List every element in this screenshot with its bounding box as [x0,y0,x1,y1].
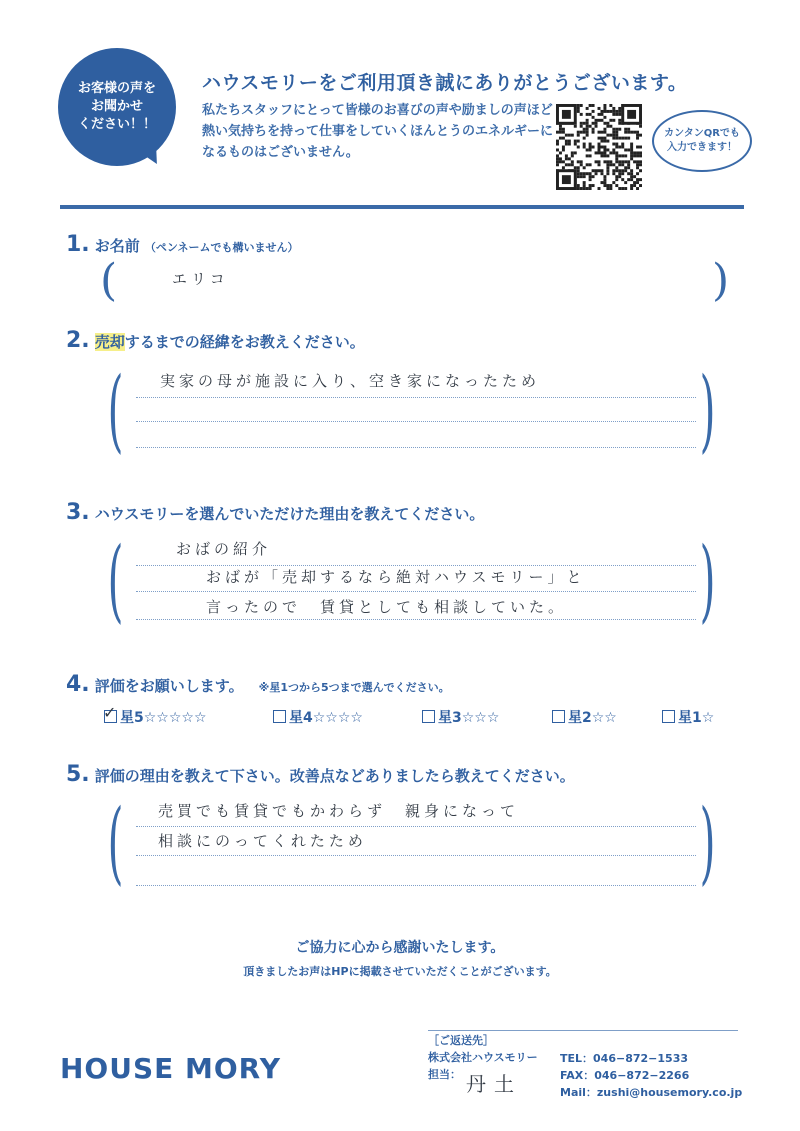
bubble-line: お客様の声を [77,81,156,96]
qr-note-line: 入力できます！ [667,142,737,153]
rating-label: 星5☆☆☆☆☆ [120,710,207,726]
thanks-message: ご協力に心から感謝いたします。 [295,940,505,956]
question-label: お名前 [94,237,140,255]
close-paren: ) [699,790,716,895]
checkbox[interactable] [662,710,675,723]
answer-line [136,885,696,886]
rating-option-5[interactable] [103,703,207,727]
return-label: ［ご返送先］ [428,1034,494,1047]
rating-option-4[interactable] [273,707,363,727]
question-number: 5. [66,762,90,787]
house-mory-logo: HOUSE MORY [60,1052,281,1085]
close-paren: ) [699,528,716,633]
checkbox[interactable] [422,710,435,723]
check-mark: ✓ [103,703,117,722]
checkbox[interactable] [103,703,117,723]
fax-number: FAX：046−872−2266 [560,1069,690,1082]
tel-number: TEL：046−872−1533 [560,1052,688,1065]
answer-line [136,826,696,827]
checkbox[interactable] [552,710,565,723]
question-number: 3. [66,500,90,525]
answer-line [136,591,696,592]
header-body [202,100,562,163]
question-label: するまでの経緯をお教えください。 [124,333,365,351]
answer-5-line[interactable]: 相談にのってくれたため [158,832,367,850]
rating-label: 星1☆ [678,710,715,726]
question-number: 2. [66,328,90,353]
answer-2-line[interactable]: 実家の母が施設に入り、空き家になったため [160,372,541,390]
answer-5-line[interactable]: 売買でも賃貸でもかわらず 親身になって [158,802,520,820]
rating-label: 星4☆☆☆☆ [289,710,363,726]
rating-option-2[interactable] [552,707,617,727]
rating-option-1[interactable] [662,707,714,727]
question-sub: ※星1つから5つまで選んでください。 [258,681,450,694]
question-label-highlight: 売却 [94,333,125,351]
answer-3-line[interactable]: 言ったので 賃貸としても相談していた。 [206,598,568,616]
open-paren: ( [107,358,124,463]
answer-1-name[interactable]: エリコ [172,270,229,288]
contact-info [560,1050,742,1101]
rating-label: 星3☆☆☆ [438,710,500,726]
company-name: 株式会社ハウスモリー [428,1051,538,1064]
question-5-heading [66,762,575,787]
mail-address[interactable]: Mail：zushi@housemory.co.jp [560,1086,743,1099]
qr-note-bubble [652,110,752,172]
header-title: ハウスモリーをご利用頂き誠にありがとうございます。 [202,72,688,94]
question-label: ハウスモリーを選んでいただけた理由を教えてください。 [94,505,485,523]
open-paren: ( [100,255,118,306]
bubble-line: お聞かせ [90,99,143,114]
open-paren: ( [107,790,124,895]
header-line: 熱い気持ちを持って仕事をしていくほんとうのエネルギーに [202,124,554,139]
rating-option-3[interactable] [422,707,499,727]
close-paren: ) [712,255,730,306]
close-paren: ) [699,358,716,463]
question-number: 1. [66,232,90,257]
publication-note: 頂きましたお声はHPに掲載させていただくことがございます。 [243,965,557,978]
question-sub: （ペンネームでも構いません） [144,241,299,254]
qr-note-line: カンタンQRでも [664,128,740,139]
bubble-line: ください！！ [77,117,156,132]
qr-code-icon[interactable] [556,104,642,190]
answer-3-line[interactable]: おばが「売却するなら絶対ハウスモリー」と [206,568,586,586]
question-2-heading [66,328,365,353]
question-4-heading [66,672,450,697]
speech-bubble [58,48,176,166]
staff-signature: 丹土 [466,1072,522,1096]
answer-line [136,855,696,856]
checkbox[interactable] [273,710,286,723]
question-3-heading [66,500,484,525]
answer-line [136,619,696,620]
contact-divider [428,1030,738,1031]
answer-line [136,447,696,448]
question-1-heading [66,232,299,257]
header-divider [60,205,744,209]
header-line: なるものはございません。 [202,145,359,160]
header-line: 私たちスタッフにとって皆様のお喜びの声や励ましの声ほど [202,103,553,118]
staff-label: 担当： [428,1068,461,1081]
answer-3-line[interactable]: おばの紹介 [176,540,272,558]
question-label: 評価をお願いします。 [94,677,244,695]
open-paren: ( [107,528,124,633]
answer-line [136,421,696,422]
rating-label: 星2☆☆ [568,710,617,726]
answer-line [136,397,696,398]
question-number: 4. [66,672,90,697]
question-label: 評価の理由を教えて下さい。改善点などありましたら教えてください。 [94,767,575,785]
